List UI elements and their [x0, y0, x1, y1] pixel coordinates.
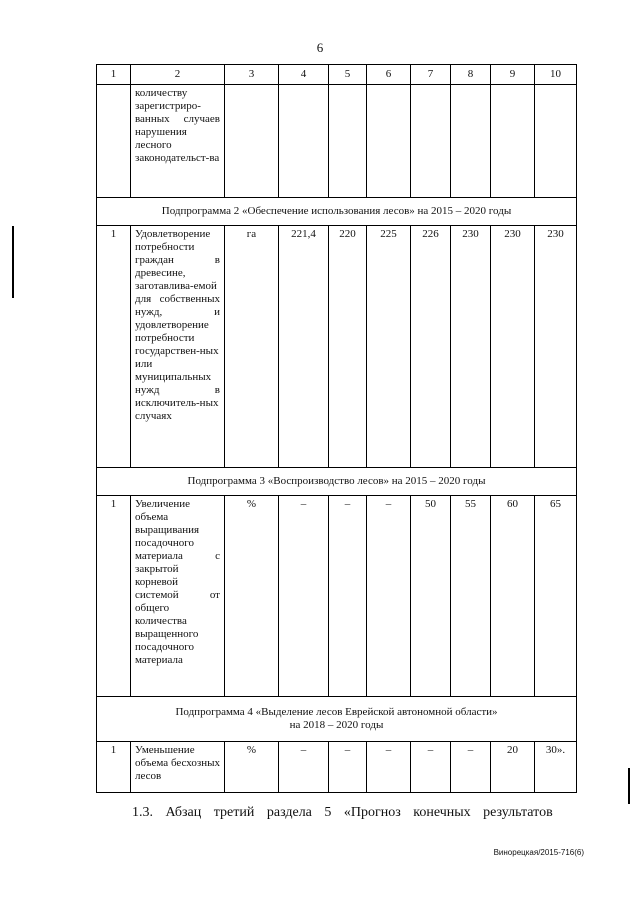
table-row: [97, 496, 577, 697]
header-cell: 6: [367, 65, 411, 85]
value-cell: 226: [411, 226, 451, 468]
value-cell: 20: [491, 742, 535, 793]
scan-mark-right: [628, 768, 630, 804]
table-cell: [411, 85, 451, 198]
row-number: 1: [97, 742, 131, 793]
value-cell: –: [451, 742, 491, 793]
header-cell: 9: [491, 65, 535, 85]
subprogram-row: [97, 468, 577, 496]
header-cell: 8: [451, 65, 491, 85]
header-cell: 7: [411, 65, 451, 85]
value-cell: –: [367, 742, 411, 793]
value-cell: 230: [491, 226, 535, 468]
value-cell: 30».: [535, 742, 577, 793]
table-cell: [535, 85, 577, 198]
table-cell: [329, 85, 367, 198]
value-cell: 221,4: [279, 226, 329, 468]
value-cell: 230: [451, 226, 491, 468]
value-cell: –: [367, 496, 411, 697]
scan-mark-left: [12, 226, 14, 298]
row-number: 1: [97, 496, 131, 697]
value-cell: 50: [411, 496, 451, 697]
subprogram-title: [97, 697, 577, 742]
value-cell: –: [279, 742, 329, 793]
table-cell: [451, 85, 491, 198]
value-cell: –: [411, 742, 451, 793]
value-cell: –: [329, 742, 367, 793]
value-cell: 65: [535, 496, 577, 697]
indicator-name: Увеличение объема выращивания посадочного материала с закрытой корневой системой от общего количества выращенного посадочного материала: [131, 496, 225, 697]
data-table: [96, 64, 577, 793]
indicator-name: количеству зарегистриро-ванных случаев нарушения лесного законодательст-ва: [131, 85, 225, 198]
indicator-name: Уменьшение объема бесхозных лесов: [131, 742, 225, 793]
indicator-name: Удовлетворение потребности граждан в древесине, заготавлива-емой для собственных нужд, и удовлетворение потребности государствен-ных или муниципальных нужд в исключитель-ных случаях: [131, 226, 225, 468]
subprogram-title: Подпрограмма 2 «Обеспечение использования лесов» на 2015 – 2020 годы: [97, 198, 577, 226]
table-cell: [367, 85, 411, 198]
header-cell: 2: [131, 65, 225, 85]
document-code: Винорецкая/2015-716(6): [493, 848, 584, 857]
subprogram-row: [97, 198, 577, 226]
subprogram-title: Подпрограмма 3 «Воспроизводство лесов» на 2015 – 2020 годы: [97, 468, 577, 496]
value-cell: 225: [367, 226, 411, 468]
table-cell: [225, 85, 279, 198]
body-paragraph: 1.3. Абзац третий раздела 5 «Прогноз конечных результатов: [132, 805, 553, 820]
header-cell: 4: [279, 65, 329, 85]
page-number: 6: [316, 40, 324, 55]
table-row: [97, 226, 577, 468]
subprogram-title-line: Подпрограмма 4 «Выделение лесов Еврейской автономной области»: [175, 706, 498, 718]
value-cell: –: [329, 496, 367, 697]
value-cell: 60: [491, 496, 535, 697]
table-cell: [279, 85, 329, 198]
subprogram-title-line: на 2018 – 2020 годы: [289, 719, 384, 731]
row-number: 1: [97, 226, 131, 468]
unit-cell: %: [225, 742, 279, 793]
header-cell: 1: [97, 65, 131, 85]
value-cell: –: [279, 496, 329, 697]
value-cell: 230: [535, 226, 577, 468]
header-cell: 5: [329, 65, 367, 85]
subprogram-row: [97, 697, 577, 742]
header-cell: 10: [535, 65, 577, 85]
value-cell: 55: [451, 496, 491, 697]
unit-cell: га: [225, 226, 279, 468]
table-row: [97, 85, 577, 198]
value-cell: 220: [329, 226, 367, 468]
table-row: [97, 742, 577, 793]
header-cell: 3: [225, 65, 279, 85]
unit-cell: %: [225, 496, 279, 697]
table-cell: [97, 85, 131, 198]
table-cell: [491, 85, 535, 198]
header-row: [97, 65, 577, 85]
